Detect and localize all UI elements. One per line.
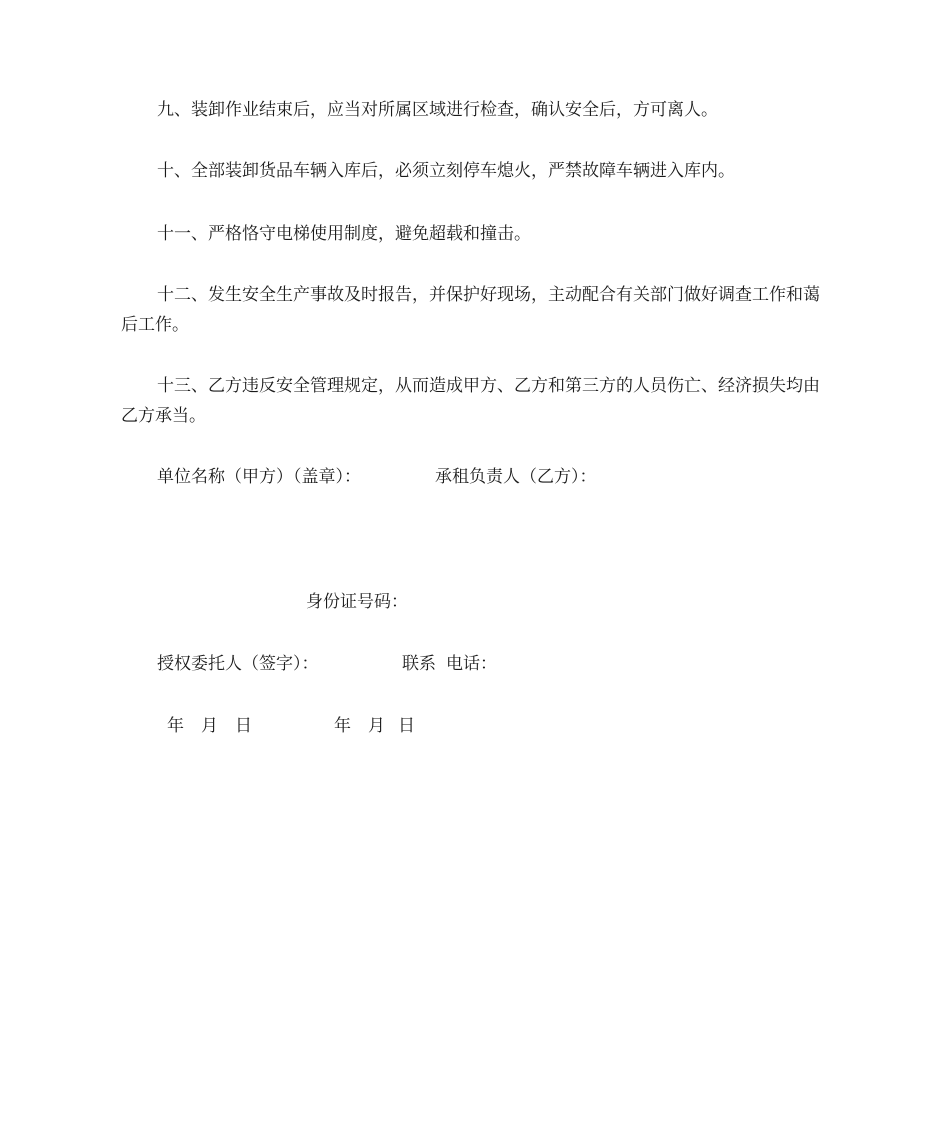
date-a-day: 日: [235, 716, 252, 736]
phone-word: 电话：: [446, 654, 497, 674]
clause-12: 十二、发生安全生产事故及时报告，并保护好现场，主动配合有关部门做好调查工作和蔼后工作。: [121, 285, 820, 335]
contact-word: 联系: [402, 654, 436, 674]
date-b-month: 月: [368, 716, 385, 736]
clause-9: 九、装卸作业结束后，应当对所属区域进行检查，确认安全后，方可离人。: [157, 100, 718, 120]
date-b-day: 日: [398, 716, 415, 736]
agent-label: 授权委托人（签字）：: [157, 654, 319, 674]
date-a: [167, 711, 252, 741]
clause-11: 十一、严格恪守电梯使用制度，避免超载和撞击。: [157, 224, 531, 244]
date-b: [334, 711, 415, 741]
date-a-year: 年: [167, 716, 184, 736]
date-a-month: 月: [201, 716, 218, 736]
id-number-label: 身份证号码：: [306, 592, 408, 612]
party-b-label: 承租负责人（乙方）：: [435, 467, 597, 487]
clause-13: 十三、乙方违反安全管理规定，从而造成甲方、乙方和第三方的人员伤亡、经济损失均由乙方承当。: [121, 376, 820, 426]
date-b-year: 年: [334, 716, 351, 736]
clause-10: 十、全部装卸货品车辆入库后，必须立刻停车熄火，严禁故障车辆进入库内。: [157, 161, 735, 181]
contact-label: [402, 649, 497, 679]
party-a-label: 单位名称（甲方）（盖章）：: [157, 467, 361, 487]
